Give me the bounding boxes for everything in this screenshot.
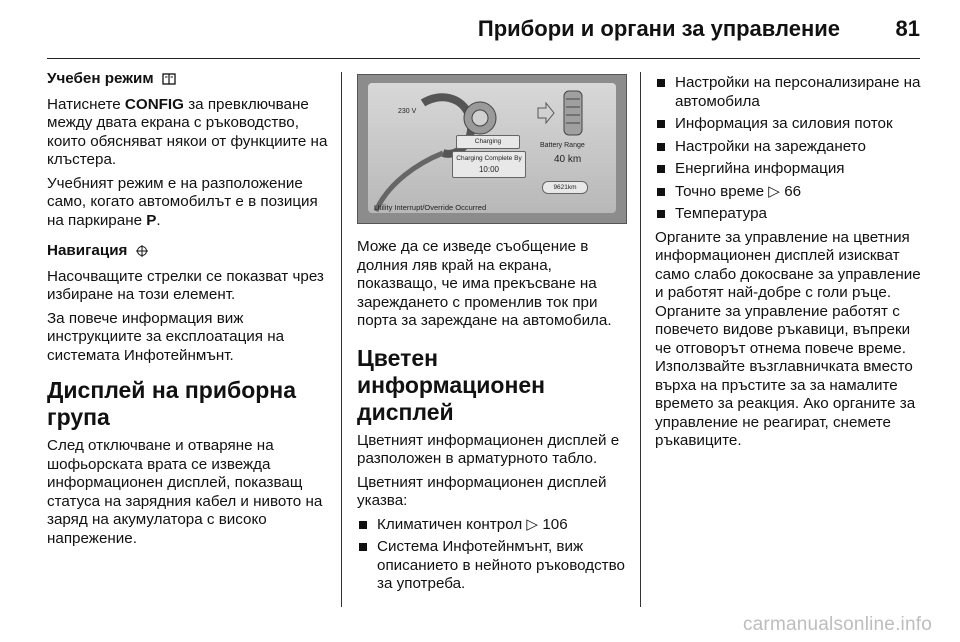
page-ref-arrow-icon: ▷ [526, 515, 539, 533]
column-left [47, 70, 333, 553]
color-display-paragraph-1: Цветният информационен дисплей е разположен в арматурното табло. [357, 431, 620, 467]
column-divider [640, 72, 641, 607]
navigation-paragraph-2: За повече информация виж инструкциите за експлоатация на системата Инфотейнмънт. [47, 309, 285, 364]
column-middle [357, 74, 627, 599]
color-display-list [357, 516, 627, 594]
cluster-display-figure [357, 74, 627, 224]
watermark: carmanualsonline.info [742, 614, 932, 635]
controls-paragraph: Органите за управление на цветния информационен дисплей изискват само слабо докосване за управление и работят най-добре с голи ръце. Органите за управление работят с повечето видове ръкавици, въпреки че отговорът отнема повече време. Използвайте възглавничката вместо върха на пръстите за за намалите времето за реакция. Ако органите за управление не реагират, снемете ръкавиците. [655, 228, 921, 449]
bullet-icon [657, 188, 665, 196]
bullet-icon [657, 210, 665, 218]
utility-interrupt-message: Utility Interrupt/Override Occurred [374, 203, 487, 212]
instrument-display-paragraph: След отключване и отваряне на шофьорската врата се извежда информационен дисплей, показващ статуса на зарядния кабел и нивото на заряд на акумулатора с високо напрежение. [47, 437, 323, 547]
page-ref-arrow-icon: ▷ [768, 182, 780, 200]
battery-range-value: 40 km [554, 154, 582, 165]
bullet-icon [657, 143, 665, 151]
bullet-icon [359, 521, 367, 529]
list-item: Система Инфотейнмънт, виж описанието в нейното ръководство за употреба. [357, 538, 627, 594]
list-item: Информация за силовия поток [655, 115, 930, 134]
navigation-title: Навигация [47, 242, 333, 263]
odometer-box: 9621km [542, 181, 588, 194]
list-item: Климатичен контрол ▷ 106 [357, 516, 627, 535]
list-item: Енергийна информация [655, 160, 930, 179]
learn-mode-paragraph-1: Натиснете CONFIG за превключване между двата екрана с ръководство, които обясняват някои от функциите на клъстера. [47, 95, 328, 168]
page-number: 81 [895, 16, 920, 41]
page-header [0, 0, 960, 58]
color-display-paragraph-2: Цветният информационен дисплей указва: [357, 473, 607, 509]
list-item: Настройки на зареждането [655, 138, 930, 157]
list-item: Настройки на персонализиране на автомобила [655, 74, 930, 111]
bullet-icon [657, 120, 665, 128]
learn-mode-title: Учебен режим [47, 70, 333, 91]
section-heading-instrument-display: Дисплей на приборна група [47, 377, 296, 430]
config-button-label: CONFIG [124, 95, 184, 113]
charging-complete-box: Charging Complete By 10:00 [452, 151, 526, 178]
voltage-label: 230 V [398, 108, 417, 115]
header-divider [47, 58, 920, 59]
column-right [655, 74, 930, 456]
page-ref: 66 [784, 182, 802, 200]
charging-status-box: Charging [456, 135, 520, 149]
color-display-list-continued [655, 74, 930, 224]
list-item: Точно време ▷ 66 [655, 183, 930, 202]
page-title: Прибори и органи за управление [477, 16, 840, 41]
section-heading-color-display: Цветен информационен дисплей [357, 344, 546, 425]
page-ref: 106 [542, 515, 568, 533]
bullet-icon [657, 79, 665, 87]
figure-caption: Може да се изведе съобщение в долния ляв край на екрана, показващо, че има прекъсване на зареждането с променлив ток при порта за зареждане на автомобила. [357, 238, 612, 329]
battery-range-label: Battery Range [540, 142, 585, 149]
compass-icon [136, 244, 148, 263]
learn-mode-icon [162, 72, 176, 91]
bullet-icon [359, 543, 367, 551]
list-item: Температура [655, 205, 930, 224]
navigation-paragraph-1: Насочващите стрелки се показват чрез избиране на този елемент. [47, 267, 324, 303]
bullet-icon [657, 165, 665, 173]
column-divider [341, 72, 342, 607]
learn-mode-paragraph-2: Учебният режим е на разположение само, когато автомобилът е в позиция на паркиране P. [47, 174, 318, 229]
